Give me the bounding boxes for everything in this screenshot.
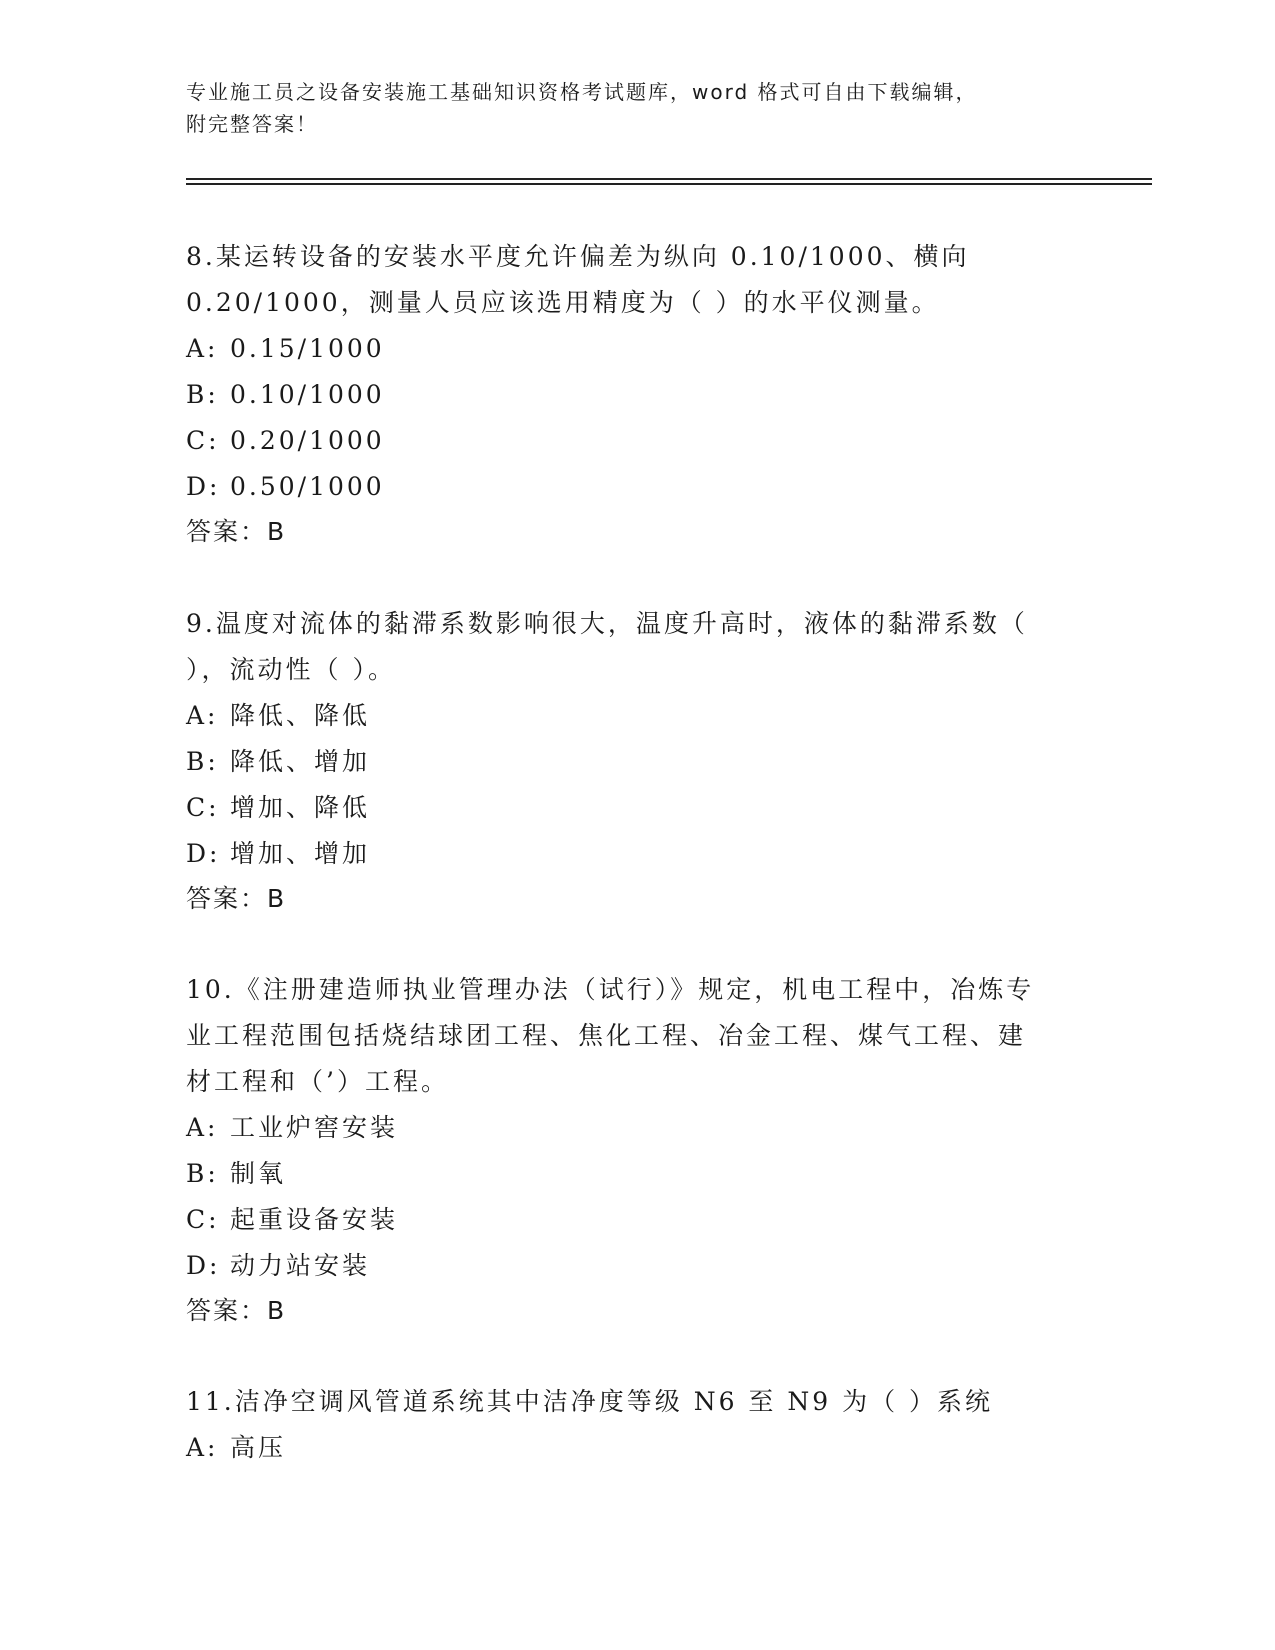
option-key: A: [186, 1113, 219, 1142]
option-key: D: [186, 472, 221, 501]
option-key: A: [186, 1433, 219, 1462]
header-divider-bottom [186, 183, 1152, 185]
option-text: 0.20/1000 [230, 426, 385, 455]
option-text: 制氧 [230, 1159, 287, 1188]
option-text: 高压 [230, 1433, 287, 1462]
option-text: 降低、降低 [230, 701, 371, 730]
question-stem-line: 10.《注册建造师执业管理办法（试行）》规定，机电工程中，冶炼专 [186, 975, 1035, 1004]
option-a [186, 326, 1086, 372]
document-header [186, 76, 1086, 140]
option-text: 0.50/1000 [230, 472, 385, 501]
option-b [186, 372, 1086, 418]
question-stem-line: ），流动性（ ）。 [186, 655, 396, 684]
option-key: B: [186, 1159, 219, 1188]
option-c [186, 785, 1086, 831]
question-stem-line: 8.某运转设备的安装水平度允许偏差为纵向 0.10/1000、横向 [186, 242, 970, 271]
option-d [186, 831, 1086, 877]
option-a [186, 1105, 1086, 1151]
option-key: D: [186, 839, 221, 868]
option-text: 0.10/1000 [230, 380, 385, 409]
header-line-1: 专业施工员之设备安装施工基础知识资格考试题库，word 格式可自由下载编辑， [186, 80, 978, 104]
option-text: 起重设备安装 [230, 1205, 399, 1234]
question-stem-line: 材工程和（’）工程。 [186, 1067, 449, 1096]
option-key: A: [186, 701, 219, 730]
option-text: 增加、降低 [230, 793, 371, 822]
option-c [186, 418, 1086, 464]
question-stem-line: 0.20/1000，测量人员应该选用精度为（ ）的水平仪测量。 [186, 288, 940, 317]
question-stem-line: 9.温度对流体的黏滞系数影响很大，温度升高时，液体的黏滞系数（ [186, 609, 1028, 638]
question-11 [186, 1379, 1086, 1471]
answer: 答案：B [186, 884, 287, 913]
option-text: 0.15/1000 [230, 334, 385, 363]
option-text: 工业炉窖安装 [230, 1113, 399, 1142]
option-key: C: [186, 793, 220, 822]
option-key: C: [186, 1205, 220, 1234]
option-key: B: [186, 380, 219, 409]
option-key: A: [186, 334, 219, 363]
option-text: 动力站安装 [230, 1251, 371, 1280]
option-key: B: [186, 747, 219, 776]
header-line-2: 附完整答案！ [186, 112, 318, 136]
question-9 [186, 601, 1086, 921]
option-key: C: [186, 426, 220, 455]
option-a [186, 693, 1086, 739]
option-b [186, 739, 1086, 785]
header-divider-top [186, 178, 1152, 180]
answer: 答案：B [186, 1296, 287, 1325]
option-b [186, 1151, 1086, 1197]
question-stem-line: 业工程范围包括烧结球团工程、焦化工程、冶金工程、煤气工程、建 [186, 1021, 1027, 1050]
option-key: D: [186, 1251, 221, 1280]
question-stem-line: 11.洁净空调风管道系统其中洁净度等级 N6 至 N9 为（ ）系统 [186, 1387, 994, 1416]
question-10 [186, 967, 1086, 1333]
question-8 [186, 234, 1086, 554]
option-c [186, 1197, 1086, 1243]
option-d [186, 1243, 1086, 1289]
option-text: 增加、增加 [230, 839, 371, 868]
option-text: 降低、增加 [230, 747, 371, 776]
answer: 答案：B [186, 517, 287, 546]
option-a [186, 1425, 1086, 1471]
option-d [186, 464, 1086, 510]
